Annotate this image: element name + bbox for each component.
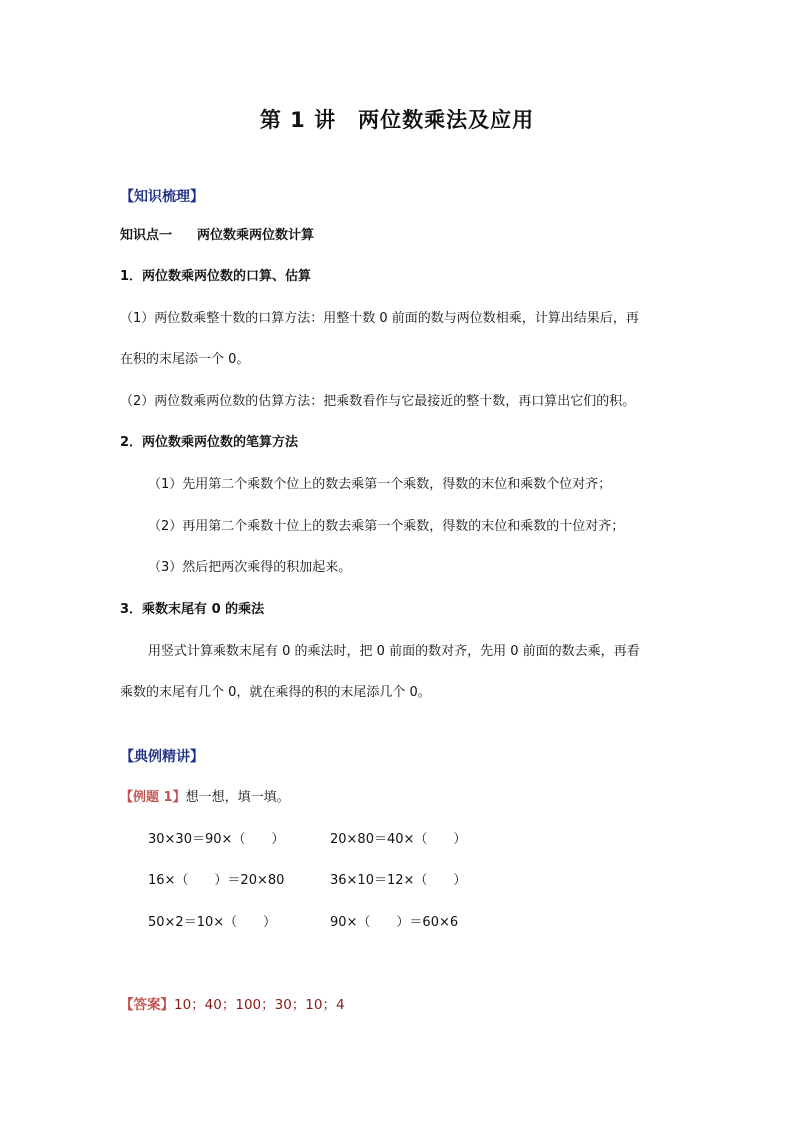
- equation-3: 16×（ ）＝20×80: [148, 873, 285, 888]
- answer-line: [120, 993, 345, 1013]
- paragraph-oral-method-line2: 在积的末尾添一个 0。: [120, 352, 250, 367]
- equation-2: 20×80＝40×（ ）: [330, 832, 467, 847]
- heading-trailing-zero: 3．乘数末尾有 0 的乘法: [120, 602, 265, 617]
- heading-oral-estimation: 1．两位数乘两位数的口算、估算: [120, 269, 312, 284]
- step-3: （3）然后把两次乘得的积加起来。: [148, 560, 352, 575]
- knowledge-point-title: 两位数乘两位数计算: [197, 228, 315, 243]
- example-1-prompt: 想一想，填一填。: [185, 790, 290, 805]
- paragraph-trailing-zero-line1: 用竖式计算乘数末尾有 0 的乘法时，把 0 前面的数对齐，先用 0 前面的数去乘，再看: [148, 644, 640, 659]
- section-heading-examples: 【典例精讲】: [120, 749, 204, 765]
- step-1: （1）先用第二个乘数个位上的数去乘第一个乘数，得数的末位和乘数个位对齐；: [148, 477, 612, 492]
- equation-6: 90×（ ）＝60×6: [330, 915, 459, 930]
- example-1-line: [120, 786, 290, 805]
- equation-1: 30×30＝90×（ ）: [148, 832, 285, 847]
- heading-written-method: 2．两位数乘两位数的笔算方法: [120, 435, 299, 450]
- knowledge-point-label: 知识点一: [120, 228, 173, 243]
- section-heading-knowledge: 【知识梳理】: [120, 189, 204, 205]
- equation-5: 50×2＝10×（ ）: [148, 915, 277, 930]
- paragraph-estimation-method: （2）两位数乘两位数的估算方法：把乘数看作与它最接近的整十数，再口算出它们的积。: [120, 394, 636, 409]
- answer-values: 10；40；100；30；10；4: [174, 997, 345, 1013]
- step-2: （2）再用第二个乘数十位上的数去乘第一个乘数，得数的末位和乘数的十位对齐；: [148, 519, 625, 534]
- paragraph-oral-method-line1: （1）两位数乘整十数的口算方法：用整十数 0 前面的数与两位数相乘，计算出结果后，再: [120, 311, 639, 326]
- equation-4: 36×10＝12×（ ）: [330, 873, 467, 888]
- page-title: 第 1 讲 两位数乘法及应用: [259, 108, 535, 132]
- example-1-label: 【例题 1】: [120, 790, 186, 805]
- answer-label: 【答案】: [120, 997, 174, 1013]
- paragraph-trailing-zero-line2: 乘数的末尾有几个 0，就在乘得的积的末尾添几个 0。: [120, 685, 431, 700]
